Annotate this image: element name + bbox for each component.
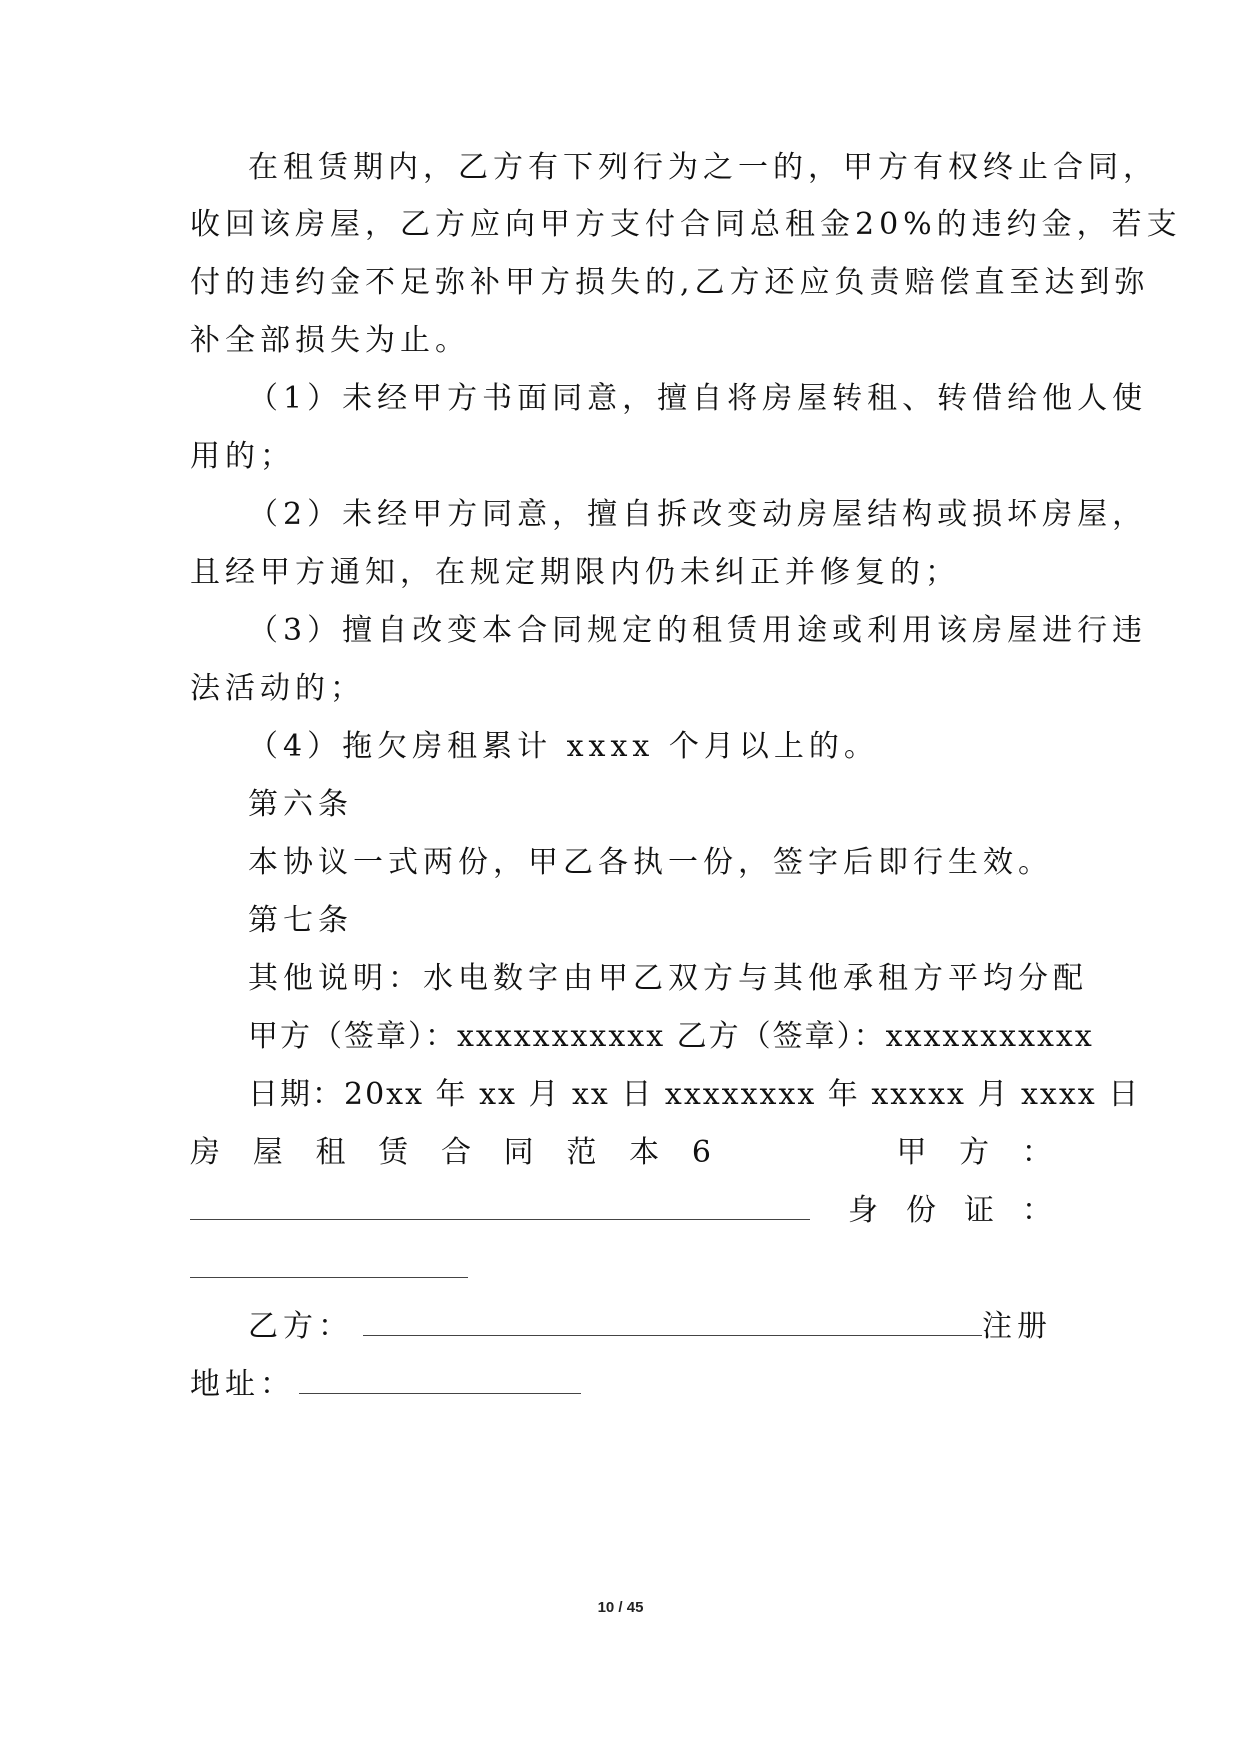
party-a-char: 方 — [959, 1135, 990, 1170]
party-a-char: ： — [1021, 1135, 1052, 1170]
signature-line: 甲方（签章）：xxxxxxxxxxx 乙方（签章）：xxxxxxxxxxx — [248, 1019, 1094, 1054]
party-a-id-line — [190, 1191, 1052, 1231]
id-char: 身 — [848, 1193, 878, 1228]
item-2-line-2: 且经甲方通知，在规定期限内仍未纠正并修复的； — [190, 555, 960, 590]
article-6-text: 本协议一式两份，甲乙各执一份，签字后即行生效。 — [248, 845, 1053, 880]
item-3-line-2: 法活动的； — [190, 671, 365, 706]
breach-paragraph-line-3: 付的违约金不足弥补甲方损失的,乙方还应负责赔偿直至达到弥 — [190, 265, 1150, 300]
reg-address-line — [190, 1365, 581, 1405]
breach-paragraph-line-1: 在租赁期内，乙方有下列行为之一的，甲方有权终止合同， — [248, 150, 1158, 185]
item-1-line-2: 用的； — [190, 439, 295, 474]
title-char: 赁 — [378, 1135, 409, 1170]
party-a-blank[interactable] — [190, 1193, 810, 1220]
title-char: 同 — [503, 1135, 534, 1170]
title-char: 屋 — [252, 1135, 283, 1170]
id-blank[interactable] — [190, 1251, 468, 1278]
next-contract-title-line — [190, 1133, 1052, 1173]
article-6-heading: 第六条 — [248, 787, 353, 822]
id-blank-line — [190, 1249, 468, 1289]
breach-paragraph-line-2: 收回该房屋，乙方应向甲方支付合同总租金20%的违约金，若支 — [190, 207, 1182, 242]
article-7-heading: 第七条 — [248, 903, 353, 938]
title-char: 房 — [190, 1135, 220, 1170]
title-char: 范 — [566, 1135, 597, 1170]
party-b-label: 乙方： — [248, 1309, 353, 1344]
title-char: 6 — [691, 1135, 711, 1170]
title-char: 合 — [440, 1135, 471, 1170]
reg-address-label-part2: 地址： — [190, 1367, 295, 1402]
id-char: ： — [1022, 1193, 1052, 1228]
party-b-blank[interactable] — [363, 1309, 982, 1336]
page-number: 10 / 45 — [597, 1599, 644, 1616]
item-1-line-1: （1）未经甲方书面同意，擅自将房屋转租、转借给他人使 — [248, 381, 1148, 416]
reg-address-label-part1: 注册 — [982, 1309, 1052, 1344]
reg-address-blank[interactable] — [299, 1367, 581, 1394]
item-3-line-1: （3）擅自改变本合同规定的租赁用途或利用该房屋进行违 — [248, 613, 1148, 648]
id-label — [848, 1191, 1052, 1231]
title-char: 租 — [315, 1135, 346, 1170]
id-char: 份 — [906, 1193, 936, 1228]
breach-paragraph-line-4: 补全部损失为止。 — [190, 323, 470, 358]
title-char: 本 — [629, 1135, 660, 1170]
item-4-line-1: （4）拖欠房租累计 xxxx 个月以上的。 — [248, 729, 879, 764]
item-2-line-1: （2）未经甲方同意，擅自拆改变动房屋结构或损坏房屋， — [248, 497, 1148, 532]
party-b-line — [248, 1307, 1052, 1347]
article-7-text: 其他说明：水电数字由甲乙双方与其他承租方平均分配 — [248, 961, 1088, 996]
party-a-char: 甲 — [896, 1135, 927, 1170]
date-line: 日期：20xx 年 xx 月 xx 日 xxxxxxxx 年 xxxxx 月 xxxx 日 — [248, 1077, 1141, 1112]
id-char: 证 — [964, 1193, 994, 1228]
